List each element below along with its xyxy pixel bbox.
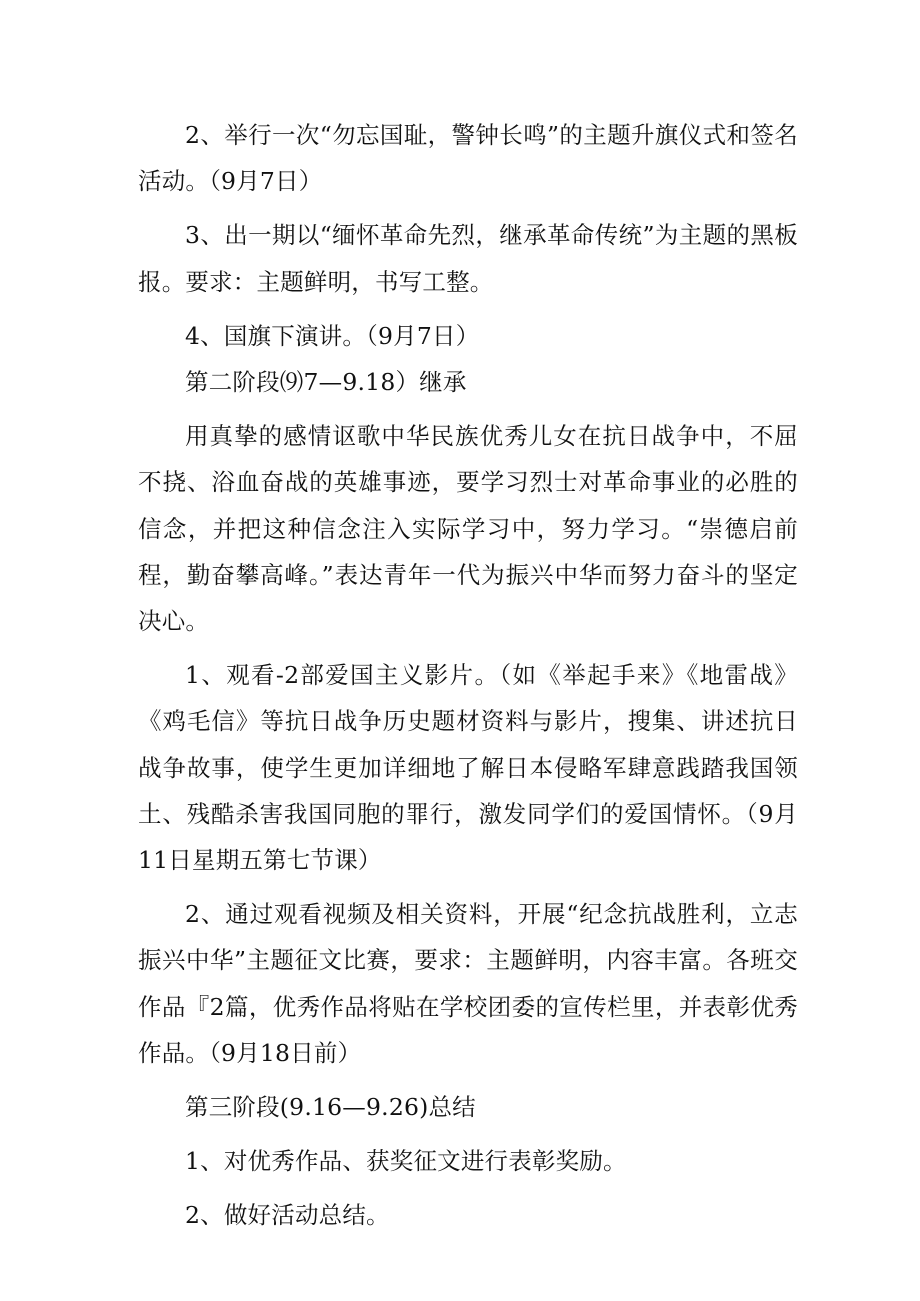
section-heading-stage-two: 第二阶段⑼7—9.18）继承	[185, 368, 467, 397]
paragraph-watch-films: 1、观看-2部爱国主义影片。（如《举起手来》《地雷战》《鸡毛信》等抗日战争历史题材资料与影片，搜集、讲述抗日战争故事，使学生更加详细地了解日本侵略军肆意践踏我国领土、残酷杀害我国同胞的罪行，激发同学们的爱国情怀。（9月11日星期五第七节课）	[138, 661, 798, 875]
paragraph-blackboard: 3、出一期以“缅怀革命先烈，继承革命传统”为主题的黑板报。要求：主题鲜明，书写工整。	[138, 221, 798, 296]
document-body	[138, 112, 798, 1239]
paragraph-awards: 1、对优秀作品、获奖征文进行表彰奖励。	[185, 1147, 627, 1176]
section-heading-stage-three: 第三阶段(9.16—9.26)总结	[185, 1093, 476, 1122]
paragraph-speech: 4、国旗下演讲。（9月7日）	[185, 321, 480, 350]
paragraph-flag-ceremony: 2、举行一次“勿忘国耻，警钟长鸣”的主题升旗仪式和签名活动。（9月7日）	[138, 121, 798, 196]
paragraph-summary: 2、做好活动总结。	[185, 1201, 390, 1230]
paragraph-essay-contest: 2、通过观看视频及相关资料，开展“纪念抗战胜利，立志振兴中华”主题征文比赛，要求：主题鲜明，内容丰富。各班交作品『2篇，优秀作品将贴在学校团委的宣传栏里，并表彰优秀作品。（9月18日前）	[138, 900, 798, 1067]
paragraph-stage-two-intro: 用真挚的感情讴歌中华民族优秀儿女在抗日战争中，不屈不挠、浴血奋战的英雄事迹，要学习烈士对革命事业的必胜的信念，并把这种信念注入实际学习中，努力学习。“崇德启前程，勤奋攀高峰。”表达青年一代为振兴中华而努力奋斗的坚定决心。	[138, 422, 798, 636]
